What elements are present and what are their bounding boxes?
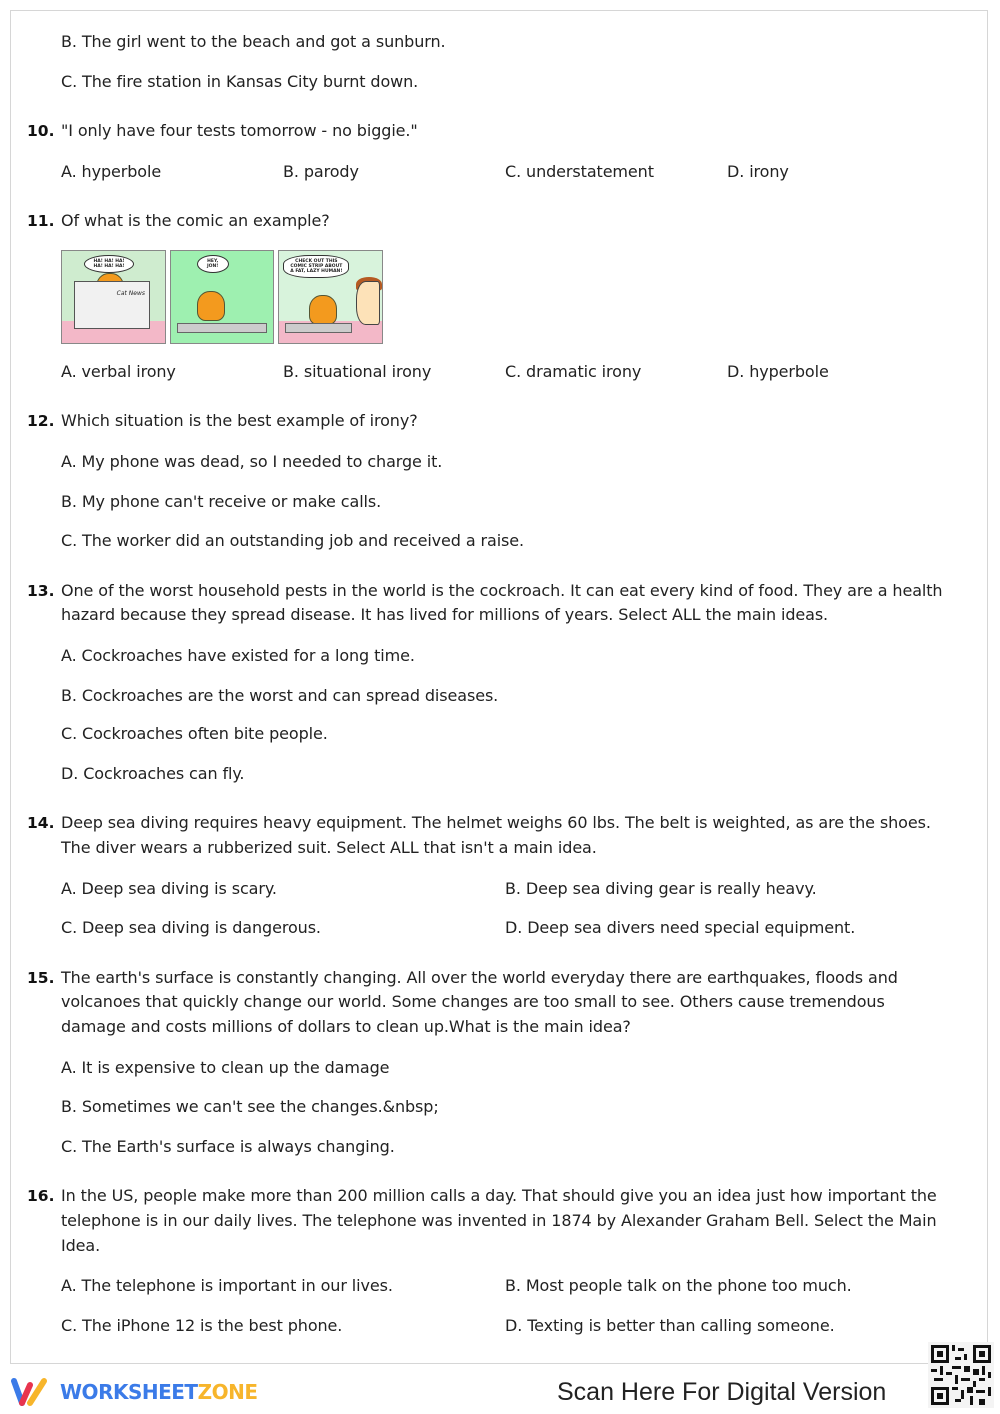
q10-option-c: C. understatement — [505, 162, 654, 181]
q10-option-d: D. irony — [727, 162, 789, 181]
comic-panel-1 — [61, 250, 166, 344]
q15-stem-line-1: The earth's surface is constantly changing. All over the world everyday there are earthquakes, floods and — [61, 968, 898, 987]
q14-option-a: A. Deep sea diving is scary. — [61, 879, 277, 898]
q10-stem: "I only have four tests tomorrow - no biggie." — [61, 121, 418, 140]
q11-stem: Of what is the comic an example? — [61, 211, 330, 230]
q16-stem-line-3: Idea. — [61, 1236, 101, 1255]
comic-speech-bubble-1: HA! HA! HA! HA! HA! HA! — [84, 255, 134, 273]
q10-option-b: B. parody — [283, 162, 359, 181]
comic-panel-2 — [170, 250, 275, 344]
q11-option-b: B. situational irony — [283, 362, 432, 381]
q11-option-a: A. verbal irony — [61, 362, 176, 381]
q16-stem-line-2: telephone is in our daily lives. The telephone was invented in 1874 by Alexander Graham Bell. Select the Main — [61, 1211, 937, 1230]
q14-option-b: B. Deep sea diving gear is really heavy. — [505, 879, 817, 898]
q16-option-b: B. Most people talk on the phone too much. — [505, 1276, 852, 1295]
q15-number: 15. — [27, 969, 55, 987]
q16-number: 16. — [27, 1187, 55, 1205]
q13-option-a: A. Cockroaches have existed for a long time. — [61, 646, 415, 665]
logo-text-worksheet: WORKSHEET — [60, 1380, 198, 1404]
q10-number: 10. — [27, 122, 55, 140]
q15-stem-line-3: damage and costs millions of dollars to clean up.What is the main idea? — [61, 1017, 631, 1036]
q14-stem-line-1: Deep sea diving requires heavy equipment. The helmet weighs 60 lbs. The belt is weighted, as are the shoes. — [61, 813, 931, 832]
q13-option-b: B. Cockroaches are the worst and can spread diseases. — [61, 686, 499, 705]
q11-option-c: C. dramatic irony — [505, 362, 642, 381]
q10-option-a: A. hyperbole — [61, 162, 162, 181]
worksheet-zone-logo[interactable] — [10, 1376, 257, 1408]
q14-option-c: C. Deep sea diving is dangerous. — [61, 918, 321, 937]
q9-option-c: C. The fire station in Kansas City burnt down. — [61, 72, 419, 91]
worksheet-zone-logo-icon — [10, 1377, 52, 1407]
q12-number: 12. — [27, 412, 55, 430]
q12-option-b: B. My phone can't receive or make calls. — [61, 492, 382, 511]
garfield-comic-strip — [61, 250, 383, 344]
q14-option-d: D. Deep sea divers need special equipment. — [505, 918, 856, 937]
q13-number: 13. — [27, 582, 55, 600]
q15-option-b: B. Sometimes we can't see the changes.&nbsp; — [61, 1097, 439, 1116]
comic-speech-bubble-2: HEY, JON! — [197, 255, 229, 273]
newspaper-icon — [74, 281, 150, 329]
q12-stem: Which situation is the best example of irony? — [61, 411, 418, 430]
q16-option-c: C. The iPhone 12 is the best phone. — [61, 1316, 343, 1335]
scan-for-digital-version-text: Scan Here For Digital Version — [557, 1378, 887, 1406]
newspaper-title: Cat News — [116, 290, 145, 297]
q12-option-c: C. The worker did an outstanding job and received a raise. — [61, 531, 525, 550]
desk-icon — [177, 323, 268, 333]
garfield-icon — [197, 291, 225, 321]
desk-icon — [285, 323, 352, 333]
q15-option-c: C. The Earth's surface is always changing. — [61, 1137, 395, 1156]
logo-text-zone: ZONE — [197, 1380, 258, 1404]
q16-option-d: D. Texting is better than calling someone. — [505, 1316, 835, 1335]
q11-number: 11. — [27, 212, 55, 230]
jon-icon — [356, 281, 380, 325]
q13-option-c: C. Cockroaches often bite people. — [61, 724, 328, 743]
q16-stem-line-1: In the US, people make more than 200 million calls a day. That should give you an idea just how important the — [61, 1186, 937, 1205]
garfield-icon — [309, 295, 337, 325]
q12-option-a: A. My phone was dead, so I needed to charge it. — [61, 452, 443, 471]
q16-option-a: A. The telephone is important in our lives. — [61, 1276, 393, 1295]
q15-stem-line-2: volcanoes that quickly change our world. Some changes are too small to see. Others cause tremendous — [61, 992, 885, 1011]
q13-option-d: D. Cockroaches can fly. — [61, 764, 245, 783]
q13-stem-line-1: One of the worst household pests in the world is the cockroach. It can eat every kind of food. They are a health — [61, 581, 943, 600]
q9-option-b: B. The girl went to the beach and got a sunburn. — [61, 32, 446, 51]
q14-stem-line-2: The diver wears a rubberized suit. Select ALL that isn't a main idea. — [61, 838, 597, 857]
q11-option-d: D. hyperbole — [727, 362, 829, 381]
comic-speech-bubble-3: CHECK OUT THIS COMIC STRIP ABOUT A FAT, LAZY HUMAN! — [283, 255, 349, 278]
q15-option-a: A. It is expensive to clean up the damage — [61, 1058, 390, 1077]
qr-code-icon[interactable] — [928, 1342, 994, 1408]
comic-panel-3 — [278, 250, 383, 344]
q14-number: 14. — [27, 814, 55, 832]
q13-stem-line-2: hazard because they spread disease. It has lived for millions of years. Select ALL the main ideas. — [61, 605, 829, 624]
